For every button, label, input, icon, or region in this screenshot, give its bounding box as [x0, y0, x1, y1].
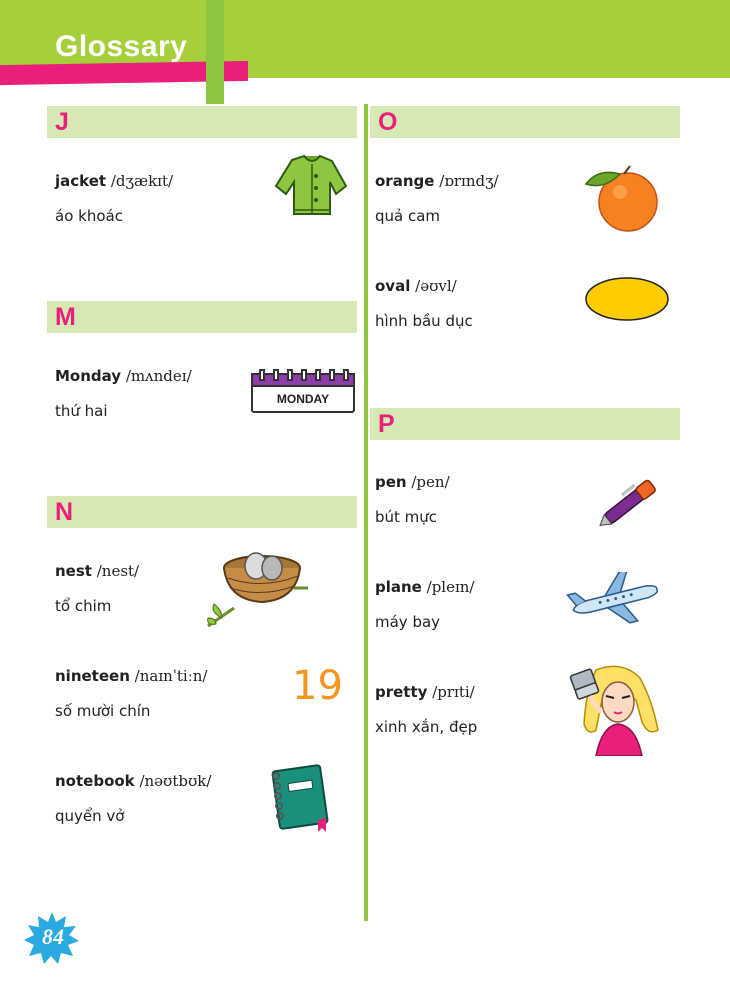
entry-meaning: quả cam: [375, 207, 441, 225]
entry-ipa: /naɪnˈtiːn/: [134, 667, 208, 685]
page-title: Glossary: [55, 30, 188, 63]
entry-word: nest: [55, 562, 92, 580]
entry-word: pen: [375, 473, 407, 491]
entry-notebook: [55, 772, 211, 825]
entry-word: notebook: [55, 772, 135, 790]
entry-oval: [375, 277, 473, 330]
entry-pen: [375, 473, 450, 526]
section-letter: O: [378, 108, 398, 136]
calendar-illustration: [250, 368, 356, 414]
section-letter: J: [55, 108, 69, 136]
pen-illustration: [598, 474, 662, 530]
entry-word: pretty: [375, 683, 428, 701]
entry-ipa: /mʌndeɪ/: [125, 367, 192, 385]
entry-word: jacket: [55, 172, 107, 190]
entry-word: Monday: [55, 367, 122, 385]
entry-ipa: /nest/: [96, 562, 140, 580]
pretty-girl-illustration: [566, 660, 660, 756]
header-green-stripe: [206, 0, 224, 104]
entry-pretty: [375, 683, 477, 736]
entry-ipa: /prɪti/: [432, 683, 475, 701]
section-p: [370, 408, 680, 440]
nest-illustration: [204, 548, 308, 630]
entry-word: nineteen: [55, 667, 130, 685]
entry-meaning: thứ hai: [55, 402, 108, 420]
jacket-illustration: [272, 152, 350, 220]
number-illustration: 19: [292, 663, 343, 709]
entry-ipa: /pen/: [411, 473, 450, 491]
section-m: [47, 301, 357, 333]
entry-ipa: /nəʊtbʊk/: [139, 772, 212, 790]
section-n: [47, 496, 357, 528]
plane-illustration: [566, 572, 662, 628]
entry-ipa: /pleɪn/: [426, 578, 475, 596]
entry-ipa: /dʒækɪt/: [110, 172, 174, 190]
entry-meaning: tổ chim: [55, 597, 112, 615]
entry-word: oval: [375, 277, 411, 295]
section-o: [370, 106, 680, 138]
section-letter: P: [378, 410, 395, 438]
notebook-illustration: [268, 764, 330, 834]
entry-word: plane: [375, 578, 422, 596]
entry-plane: [375, 578, 474, 631]
entry-ipa: /əʊvl/: [415, 277, 457, 295]
entry-nest: [55, 562, 139, 615]
entry-meaning: hình bầu dục: [375, 312, 473, 330]
entry-jacket: [55, 172, 173, 225]
entry-monday: [55, 367, 192, 420]
entry-orange: [375, 172, 499, 225]
entry-nineteen: [55, 667, 208, 720]
entry-word: orange: [375, 172, 435, 190]
section-j: [47, 106, 357, 138]
calendar-label: MONDAY: [276, 392, 330, 406]
entry-ipa: /ɒrɪndʒ/: [439, 172, 499, 190]
section-letter: N: [55, 498, 74, 526]
orange-illustration: [582, 160, 662, 232]
entry-meaning: áo khoác: [55, 207, 123, 225]
entry-meaning: máy bay: [375, 613, 441, 631]
column-divider: [364, 104, 368, 921]
entry-meaning: quyển vở: [55, 807, 125, 825]
page-number: 84: [42, 924, 64, 949]
entry-meaning: xinh xắn, đẹp: [375, 718, 478, 736]
entry-meaning: số mười chín: [55, 702, 151, 720]
section-letter: M: [55, 303, 76, 331]
oval-illustration: [584, 276, 670, 322]
entry-meaning: bút mực: [375, 508, 438, 526]
